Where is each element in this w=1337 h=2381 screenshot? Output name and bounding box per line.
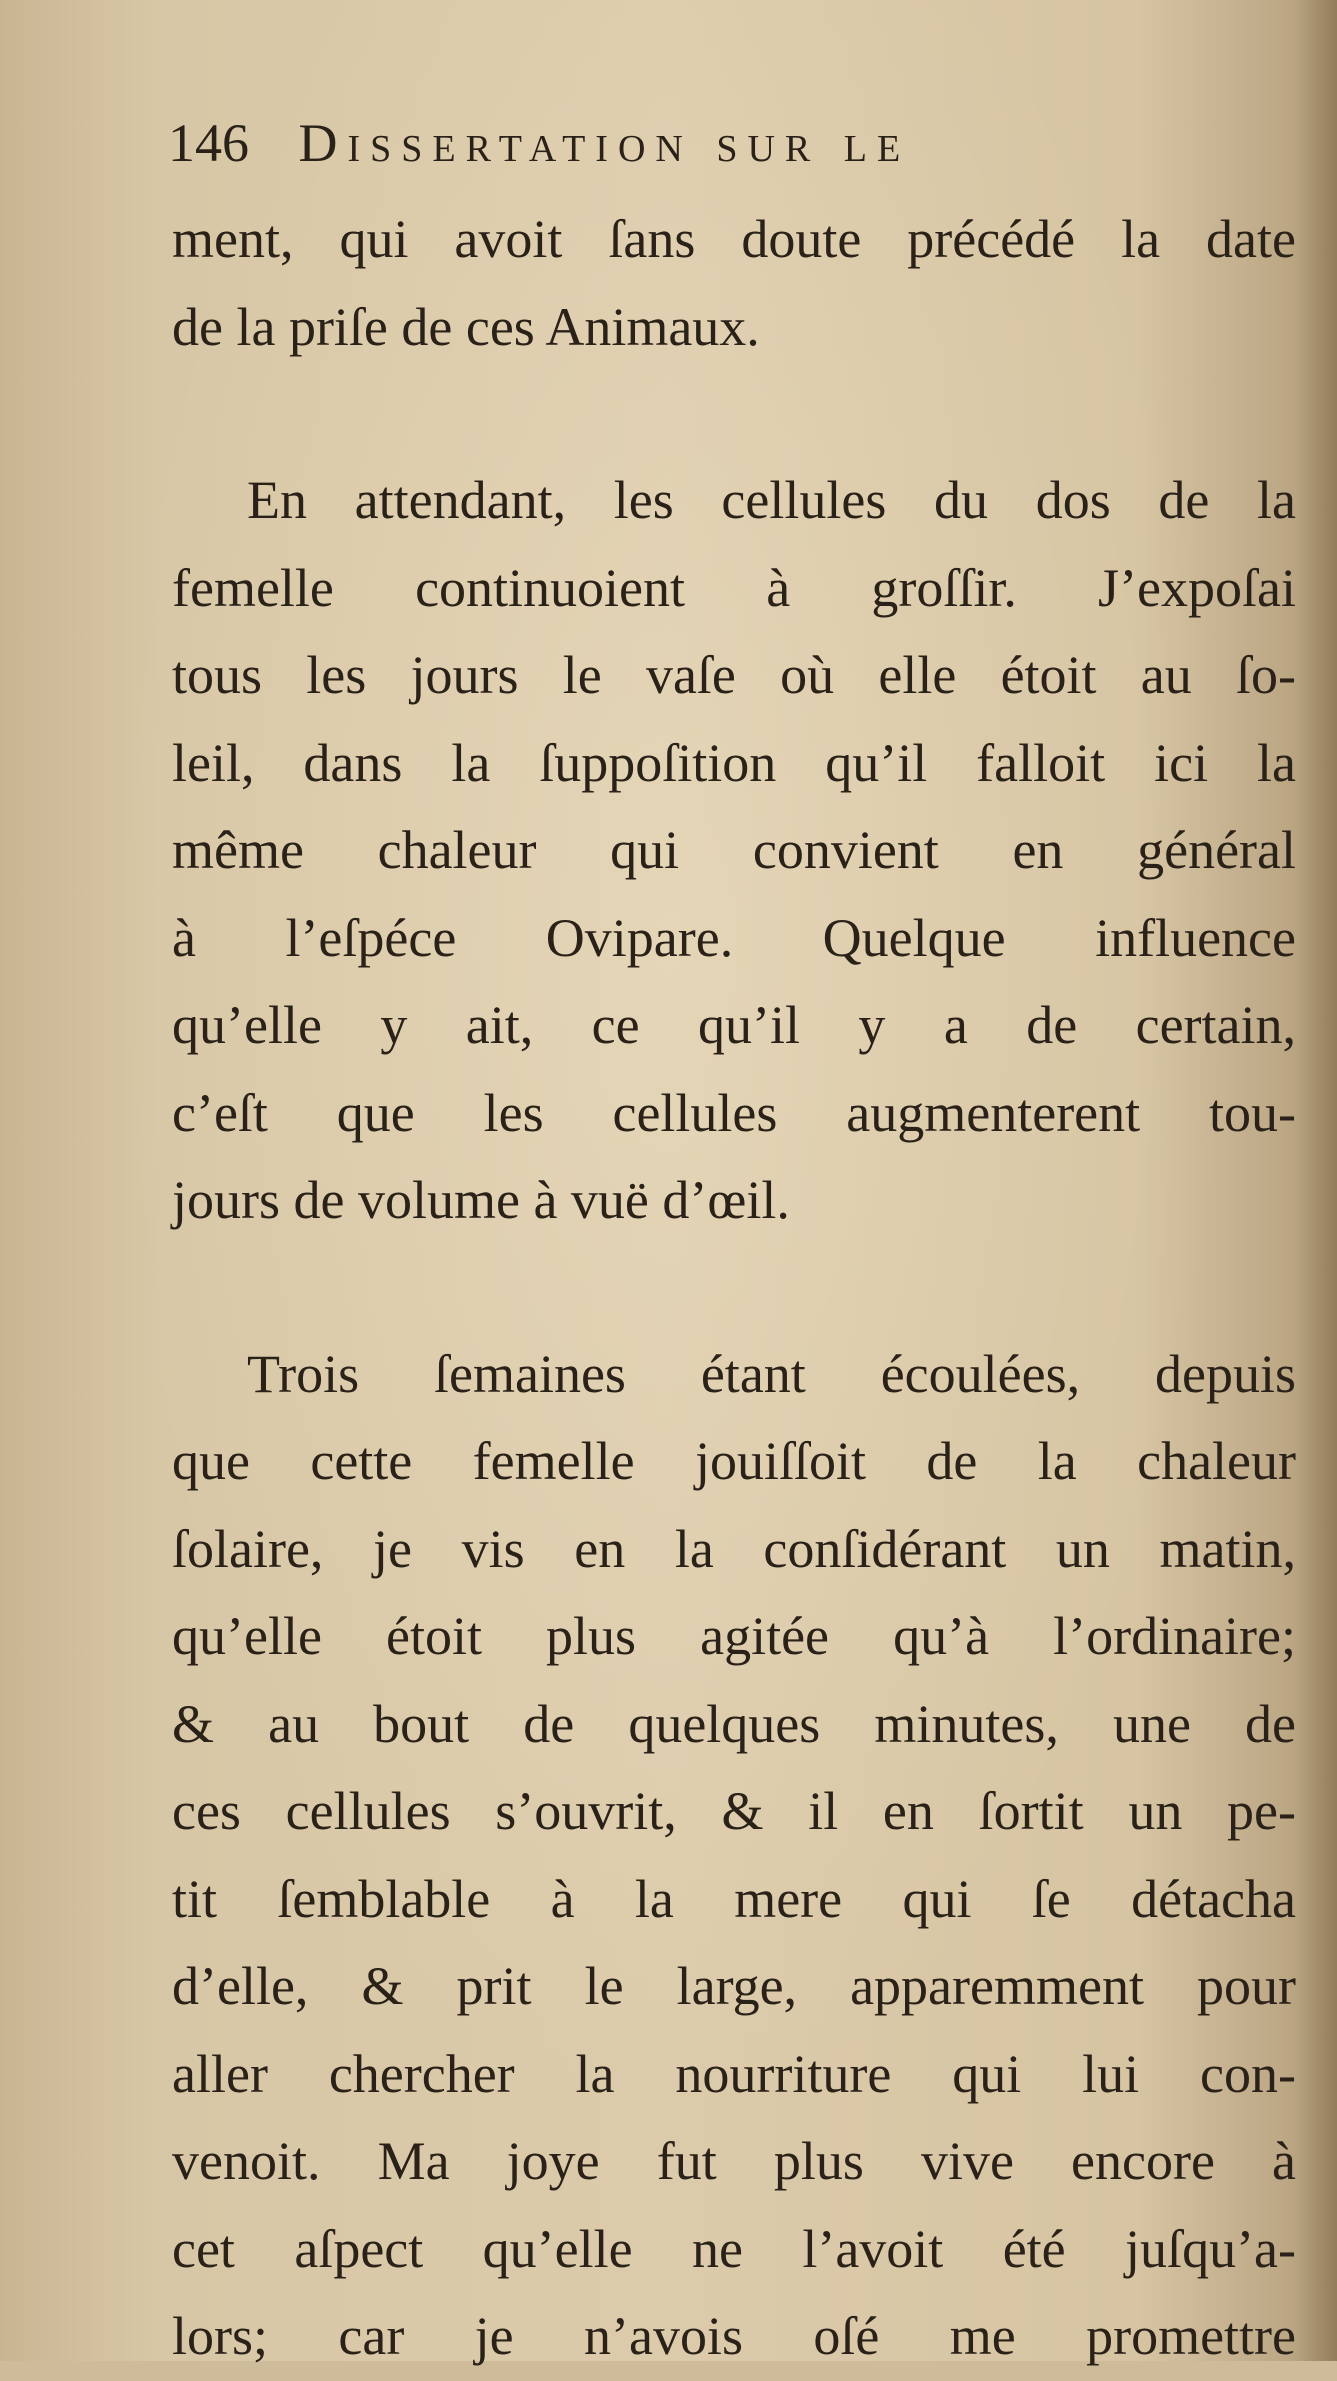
text-line: leil, dans la ſuppoſition qu’il falloit ici la [172,732,1296,793]
paragraph-1 [172,196,1296,371]
text-line: tous les jours le vaſe où elle étoit au ſo- [172,645,1296,705]
text-line: ment, qui avoit ſans doute précédé la date [172,209,1296,269]
text-line: d’elle, & prit le large, apparemment pour [172,1956,1296,2016]
text-line: En attendant, les cellules du dos de la [247,470,1296,530]
text-line: qu’elle étoit plus agitée qu’à l’ordinaire; [172,1606,1296,1666]
text-line: ces cellules s’ouvrit, & il en ſortit un pe- [172,1781,1296,1841]
running-head [168,108,1298,178]
text-line: qu’elle y ait, ce qu’il y a de certain, [172,995,1296,1055]
text-line: Trois ſemaines étant écoulées, depuis [247,1343,1296,1404]
text-line: cet aſpect qu’elle ne l’avoit été juſqu’a- [172,2218,1296,2279]
text-line: même chaleur qui convient en général [172,820,1296,880]
paragraph-2 [172,457,1296,1245]
page-number: 146 [168,113,249,173]
text-line: femelle continuoient à groſſir. J’expoſai [172,557,1296,618]
text-line: tit ſemblable à la mere qui ſe détacha [172,1868,1296,1929]
text-line: & au bout de quelques minutes, une de [172,1693,1296,1754]
text-line: que cette femelle jouiſſoit de la chaleur [172,1431,1296,1491]
text-line: aller chercher la nourriture qui lui con- [172,2043,1296,2104]
body-text [172,196,1296,2381]
text-line: venoit. Ma joye fut plus vive encore à [172,2131,1296,2191]
text-line: lors; car je n’avois oſé me promettre [172,2306,1296,2366]
paragraph-gap [172,371,1296,457]
text-line: de la priſe de ces Animaux. [172,296,760,357]
paragraph-gap [172,1245,1296,1331]
text-line: ſolaire, je vis en la conſidérant un matin, [172,1518,1296,1579]
text-line: c’eſt que les cellules augmenterent tou- [172,1082,1296,1143]
text-line: à l’eſpéce Ovipare. Quelque influence [172,907,1296,968]
paragraph-3 [172,1331,1296,2381]
running-title: Dissertation sur le [298,113,911,173]
text-line: jours de volume à vuë d’œil. [172,1170,790,1230]
